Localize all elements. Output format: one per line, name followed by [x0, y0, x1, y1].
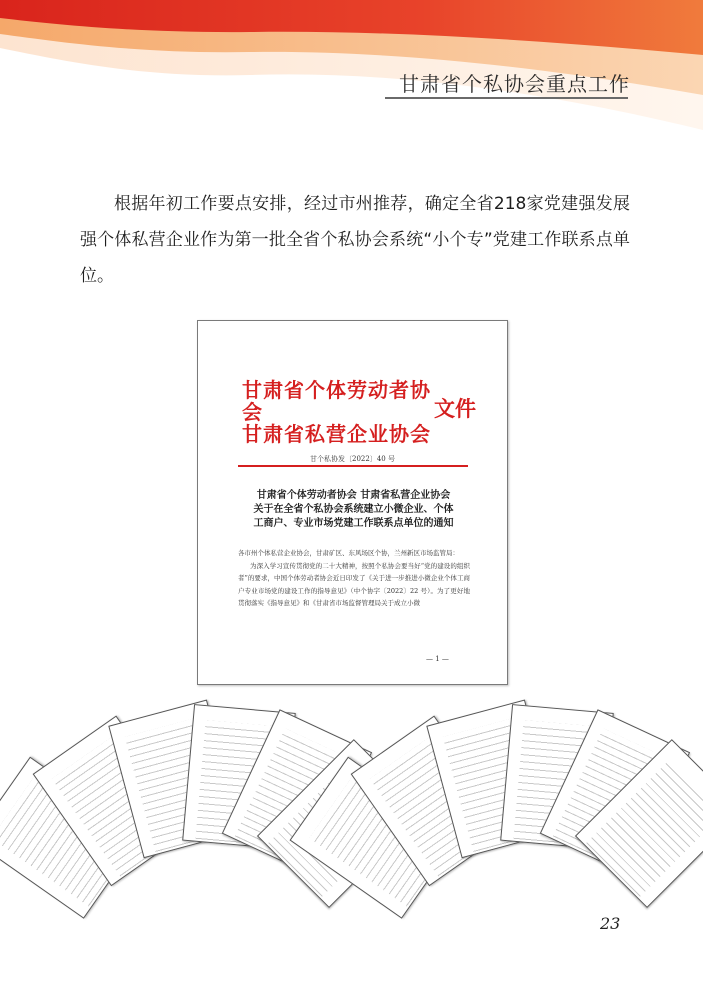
issuer-line-2: 甘肃省私营企业协会	[242, 422, 431, 446]
document-pages-fan-right	[350, 690, 670, 890]
document-pages-fan-left	[42, 690, 342, 890]
document-issuer-header	[242, 379, 442, 445]
notice-title-line-3: 工商户、专业市场党建工作联系点单位的通知	[253, 518, 454, 529]
issuer-line-1: 甘肃省个体劳动者协会	[242, 378, 431, 424]
document-body	[238, 547, 470, 610]
body-paragraph: 为深入学习宣传贯彻党的二十大精神，按照个私协会要当好“党的建设的组织者”的要求，中国个体劳动者协会近日印发了《关于进一步推进小微企业个体工商户专业市场党的建设工作的指导意见》（中个协字〔2022〕22 号）。为了更好地贯彻落实《指导意见》和《甘肃省市场监督管理局关于成立小微	[238, 561, 470, 607]
notice-title	[236, 489, 471, 531]
addressee: 各市州个体私营企业协会，甘肃矿区、东风场区个协，兰州新区市场监管局：	[238, 549, 459, 557]
official-document-image	[197, 320, 508, 685]
page-number: 23	[600, 914, 621, 933]
red-divider	[238, 465, 468, 467]
notice-title-line-1: 甘肃省个体劳动者协会 甘肃省私营企业协会	[256, 490, 451, 501]
document-page-marker: — 1 —	[426, 655, 449, 663]
document-number: 甘个私协发〔2022〕40 号	[310, 455, 395, 463]
intro-paragraph: 根据年初工作要点安排，经过市州推荐，确定全省218家党建强发展强个体私营企业作为第一批全省个私协会系统“小个专”党建工作联系点单位。	[80, 194, 630, 286]
title-underline	[385, 97, 628, 99]
issuer-suffix: 文件	[434, 396, 476, 421]
section-title: 甘肃省个私协会重点工作	[399, 72, 630, 96]
notice-title-line-2: 关于在全省个私协会系统建立小微企业、个体	[253, 504, 454, 515]
